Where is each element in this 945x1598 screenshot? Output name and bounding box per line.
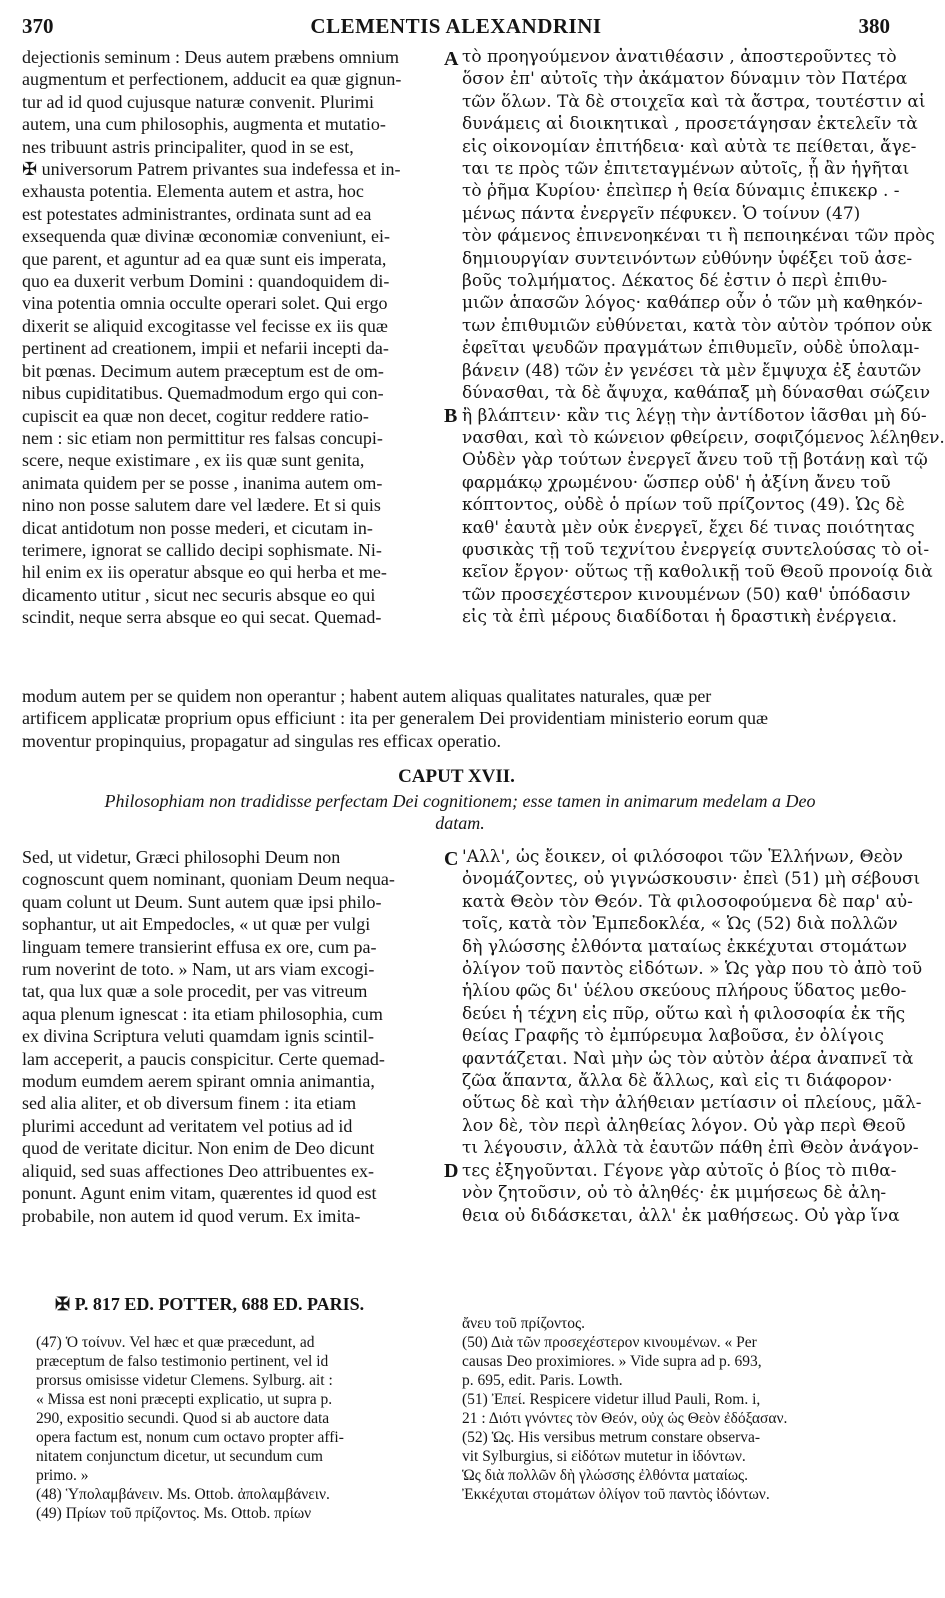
text-line: dixerit se aliquid excogitasse vel fecisse ex iis quæ	[22, 315, 388, 336]
text-line: quam colunt ut Deum. Sunt autem quæ ipsi philo-	[22, 891, 382, 912]
text-line: ἄνευ τοῦ πρίζοντος.	[462, 1315, 586, 1332]
text-line: tat, qua lux quæ a sole procedit, per vas vitreum	[22, 981, 368, 1002]
text-line: (50) Διὰ τῶν προσεχέστερον κινουμένων. « Per	[462, 1334, 757, 1351]
page-number-right: 380	[858, 14, 890, 38]
text-line: est potestates administrantes, ordinata sunt ad ea	[22, 203, 372, 224]
margin-letter-d: D	[444, 1160, 459, 1182]
text-line: τῶν προσεχέστερον κινουμένων (50) καθ' ὑπόδασιν	[462, 584, 911, 605]
text-line: nino non posse salutem dare vel lædere. Et si quis	[22, 495, 381, 516]
text-line: linguam temere transierint effusa ex ore, cum pa-	[22, 936, 377, 957]
text-line: tur ad id quod cujusque naturæ convenit. Plurimi	[22, 91, 374, 112]
text-line: καθ' ἑαυτὰ μὲν οὐκ ἐνεργεῖ, ἔχει δέ τινας ποιότητας	[462, 517, 915, 538]
text-line: κατὰ Θεὸν τὸν Θεόν. Τὰ φιλοσοφούμενα δὲ παρ' αὐ-	[462, 891, 913, 912]
bottom-greek-column	[462, 846, 923, 1227]
text-line: των ἐπιθυμιῶν εὐθύνεται, κατὰ τὸν αὐτὸν τρόπον οὐκ	[462, 315, 932, 336]
text-line: pertinent ad creationem, impii et nefarii incepti da-	[22, 338, 389, 359]
text-line: rum noverint de toto. » Nam, ut ars viam excogi-	[22, 959, 375, 980]
text-line: quod de veritate dicitur. Non enim de Deo dicunt	[22, 1138, 375, 1159]
text-line: bit pœnas. Decimum autem præceptum est de om-	[22, 360, 384, 381]
text-line: autem, una cum philosophis, augmenta et mutatio-	[22, 114, 386, 135]
text-line: Sed, ut videtur, Græci philosophi Deum non	[22, 847, 341, 867]
text-line: εἰς οἰκονομίαν ἐπιτήδεια· καὶ αὐτὰ τε πείθεται, ἄγε-	[462, 136, 917, 157]
chapter-subtitle-line-2: datam.	[435, 813, 485, 833]
text-line: Ὡς διὰ πολλῶν δὴ γλώσσης ἐλθόντα ματαίως.	[462, 1467, 749, 1484]
text-line: μένως πάντα ἐνεργεῖν πέφυκεν. Ὁ τοίνυν (47)	[462, 203, 861, 224]
text-line: νασθαι, καὶ τὸ κώνειον φθείρειν, σοφιζόμενος λέληθεν.	[462, 427, 945, 448]
text-line: ✠ universorum Patrem privantes sua indefessa et in-	[22, 159, 401, 180]
text-line: θείας Γραφῆς τὸ ἐμπύρευμα λαβοῦσα, ἐν ὀλίγοις	[462, 1026, 884, 1047]
text-line: animata quidem per se posse , inanima autem om-	[22, 472, 383, 493]
text-line: κεῖον ἔργον· οὕτως τῇ καθολικῇ τοῦ Θεοῦ προνοίᾳ διὰ	[462, 562, 933, 583]
text-line: τὸ προηγούμενον ἀνατιθέασιν , ἀποστεροῦντες τὸ	[462, 47, 897, 67]
text-line: τοῖς, κατὰ τὸν Ἐμπεδοκλέα, « Ὡς (52) διὰ πολλῶν	[462, 914, 898, 935]
text-line: θεια οὐ διδάσκεται, ἀλλ' ἐκ μαθήσεως. Οὐ γὰρ ἵνα	[462, 1205, 900, 1226]
text-line: οὕτως δὲ καὶ τὴν ἀλήθειαν μετίασιν οἱ πλείους, μᾶλ-	[462, 1093, 922, 1114]
text-line: sophantur, ut ait Empedocles, « ut quæ per vulgi	[22, 914, 371, 935]
text-line: augmentum et perfectionem, adducit ea quæ gignun-	[22, 69, 402, 90]
text-line: plurimi accedunt ad veritatem vel potius ad id	[22, 1115, 353, 1136]
text-line: ζῶα ἅπαντα, ἄλλα δὲ ἄλλως, καὶ εἰς τι διάφορον·	[462, 1071, 893, 1092]
footnotes-right	[462, 1314, 892, 1504]
text-line: p. 695, edit. Paris. Lowth.	[462, 1372, 623, 1389]
page-number-left: 370	[22, 14, 54, 38]
text-line: quo ea duxerit verbum Domini : quandoquidem di-	[22, 271, 390, 292]
text-line: modum autem per se quidem non operantur ; habent autem aliquas qualitates naturales, quæ per	[22, 686, 712, 706]
text-line: τες ἐξηγοῦνται. Γέγονε γὰρ αὐτοῖς ὁ βίος τὸ πιθα-	[462, 1160, 897, 1181]
text-line: modum eumdem aerem spirant omnia animantia,	[22, 1071, 375, 1092]
text-line: causas Deo proximiores. » Vide supra ad p. 693,	[462, 1353, 762, 1370]
text-line: κόπτοντος, οὐδὲ ὁ πρίων τοῦ πρίζοντος (49). Ὡς δὲ	[462, 495, 905, 516]
text-line: 'Αλλ', ὡς ἔοικεν, οἱ φιλόσοφοι τῶν Ἑλλήνων, Θεὸν	[462, 847, 903, 867]
top-greek-column	[462, 46, 945, 629]
margin-letter-c: C	[444, 848, 459, 870]
text-line: Ἐκκέχυται στομάτων ὀλίγον τοῦ παντὸς ἰδόντων.	[462, 1486, 770, 1503]
edition-reference: ✠ P. 817 ED. POTTER, 688 ED. PARIS.	[55, 1294, 365, 1314]
text-line: Οὐδὲν γὰρ τούτων ἐνεργεῖ ἄνευ τοῦ τῇ βοτάνῃ καὶ τῷ	[462, 450, 928, 471]
chapter-subtitle	[40, 790, 880, 834]
text-line: hil enim ex iis operatur absque eo qui herba et me-	[22, 562, 387, 583]
text-line: φαρμάκῳ χρωμένου· ὥσπερ οὐδ' ἡ ἀξίνη ἄνευ τοῦ	[462, 472, 891, 493]
text-line: aliquid, sed suas affectiones Deo attribuentes ex-	[22, 1160, 375, 1181]
text-line: δημιουργίαν συντεινόντων εὐθύνην ὑφέξει τοῦ ἀσε-	[462, 248, 913, 269]
bottom-latin-column	[22, 846, 440, 1227]
text-line: exsequenda quæ divinæ œconomiæ conveniunt, ei-	[22, 226, 390, 247]
text-line: nitatem conjunctum dicetur, ut secundum cum	[36, 1448, 323, 1465]
text-line: aqua plenum ignescat : ita etiam philosophia, cum	[22, 1003, 383, 1024]
text-line: cognoscunt quem nominant, quoniam Deum nequa-	[22, 869, 395, 890]
text-line: ἢ βλάπτειν· κἂν τις λέγῃ τὴν ἀντίδοτον ἰᾶσθαι μὴ δύ-	[462, 405, 927, 426]
text-line: τι λέγουσιν, ἀλλὰ τὰ ἑαυτῶν πάθη ἐπὶ Θεὸν ἀνάγον-	[462, 1138, 919, 1159]
text-line: τῶν ὅλων. Τὰ δὲ στοιχεῖα καὶ τὰ ἄστρα, τουτέστιν αἱ	[462, 91, 926, 112]
text-line: que parent, et aguntur ad ea quæ sunt eis imperata,	[22, 248, 387, 269]
text-line: 21 : Διότι γνόντες τὸν Θεόν, οὐχ ὡς Θεὸν ἐδόξασαν.	[462, 1410, 788, 1427]
text-line: nes tribuunt astris principaliter, quod in se est,	[22, 136, 354, 157]
text-line: cupiscit ea quæ non decet, cogitur reddere ratio-	[22, 405, 369, 426]
text-line: ὅσον ἐπ' αὐτοῖς τὴν ἀκάματον δύναμιν τὸν Πατέρα	[462, 69, 908, 90]
text-line: ἐφεῖται ψευδῶν πραγμάτων ἐπιθυμεῖν, οὐδὲ ὑπολαμ-	[462, 338, 920, 359]
text-line: « Missa est noni præcepti explicatio, ut supra p.	[36, 1391, 333, 1408]
text-line: (52) Ὡς. His versibus metrum constare observa-	[462, 1429, 761, 1446]
running-head-title: CLEMENTIS ALEXANDRINI	[310, 14, 602, 38]
chapter-subtitle-line-1: Philosophiam non tradidisse perfectam Dei cognitionem; esse tamen in animarum medelam a Deo	[104, 791, 816, 811]
text-line: artificem applicatæ proprium opus efficiunt : ita per generalem Dei providentiam ministerio eorum quæ	[22, 708, 768, 729]
text-line: ὀνομάζοντες, οὐ γιγνώσκουσιν· ἐπεὶ (51) μὴ σέβουσι	[462, 869, 921, 890]
text-line: terimere, ignorat se callido decipi sophismate. Ni-	[22, 539, 382, 560]
text-line: nem : sic etiam non permittitur res falsas concupi-	[22, 427, 383, 448]
text-line: μιῶν ἁπασῶν λόγος· καθάπερ οὖν ὁ τῶν μὴ καθηκόν-	[462, 293, 923, 314]
text-line: dicat antidotum non posse mederi, et cicutam in-	[22, 517, 373, 538]
text-line: moventur propinquius, propagatur ad singulas res efficax operatio.	[22, 730, 502, 751]
text-line: 290, expositio secundi. Quod si ab auctore data	[36, 1410, 330, 1427]
text-line: νὸν ζητοῦσιν, οὐ τὸ ἀληθές· ἐκ μιμήσεως δὲ ἀλη-	[462, 1183, 887, 1204]
text-line: sed alia aliter, et ob diversum finem : ita etiam	[22, 1093, 357, 1114]
text-line: dicamento utitur , sicut nec securis absque eo qui	[22, 584, 376, 605]
text-line: præceptum de falso testimonio pertinent, vel id	[36, 1353, 329, 1370]
text-line: vina potentia omnia occulte operari solet. Qui ergo	[22, 293, 388, 314]
text-line: ponunt. Agunt enim vitam, quærentes id quod est	[22, 1183, 377, 1204]
text-line: (51) Ἐπεί. Respicere videtur illud Pauli, Rom. i,	[462, 1391, 761, 1408]
text-line: ται τε πρὸς τῶν ἐπιτεταγμένων αὐτοῖς, ᾗ ἂν ἡγῆται	[462, 159, 910, 180]
footnotes-left	[36, 1333, 446, 1523]
text-line: dejectionis seminum : Deus autem præbens omnium	[22, 47, 399, 67]
text-line: ex divina Scriptura veluti quamdam ignis scintil-	[22, 1026, 374, 1047]
margin-letter-b: B	[444, 405, 458, 427]
text-line: φυσικὰς τῇ τοῦ τεχνίτου ἐνεργείᾳ συντελούσας τὸ οἰ-	[462, 539, 930, 560]
text-line: vit Sylburgius, si εἰδότων mutetur in ἰδόντων.	[462, 1448, 746, 1465]
text-line: βοῦς τολμήματος. Δέκατος δέ ἐστιν ὁ περὶ ἐπιθυ-	[462, 271, 888, 292]
text-line: δυνάμεις αἱ διοικητικαὶ , προσετάγησαν ἐκτελεῖν τὰ	[462, 114, 918, 135]
text-line: scindit, neque serra absque eo qui secat. Quemad-	[22, 607, 382, 628]
top-latin-column	[22, 46, 440, 629]
text-line: nibus cupiditatibus. Quemadmodum ergo qui con-	[22, 383, 384, 404]
text-line: ἡλίου φῶς δι' ὑέλου σκεύους πλήρους ὕδατος μεθο-	[462, 981, 907, 1002]
text-line: τὸ ῥῆμα Κυρίου· ἐπεὶπερ ἡ θεία δύναμις ἐπικεκρ . -	[462, 181, 900, 202]
text-line: λον δὲ, τὸν περὶ ἀληθείας λόγον. Οὐ γὰρ περὶ Θεοῦ	[462, 1115, 906, 1136]
text-line: (47) Ὁ τοίνυν. Vel hæc et quæ præcedunt, ad	[36, 1334, 315, 1351]
text-line: probabile, non autem id quod verum. Ex imita-	[22, 1205, 361, 1226]
text-line: primo. »	[36, 1467, 89, 1484]
text-line: exhausta potentia. Elementa autem et astra, hoc	[22, 181, 364, 202]
text-line: ὀλίγον τοῦ παντὸς εἰδότων. » Ὡς γὰρ που τὸ ἀπὸ τοῦ	[462, 959, 923, 980]
text-line: δύνασθαι, τὰ δὲ ἄψυχα, καθάπαξ μὴ δύνασθαι σώζειν	[462, 383, 931, 404]
margin-letter-a: A	[444, 48, 459, 70]
text-line: εἰς τὰ ἐπὶ μέρους διαδίδοται ἡ δραστικὴ ἐνέργεια.	[462, 607, 898, 628]
latin-full-width-continuation	[22, 685, 890, 752]
text-line: δεύει ἡ τέχνη εἰς πῦρ, οὕτω καὶ ἡ φιλοσοφία ἐκ τῆς	[462, 1003, 906, 1024]
text-line: (49) Πρίων τοῦ πρίζοντος. Ms. Ottob. πρίων	[36, 1505, 312, 1522]
chapter-title: CAPUT XVII.	[398, 766, 515, 787]
text-line: scere, neque existimare , ex iis quæ sunt genita,	[22, 450, 365, 471]
text-line: prorsus omisisse videtur Clemens. Sylburg. ait :	[36, 1372, 333, 1389]
text-line: opera factum est, nonum cum octavo propter affi-	[36, 1429, 344, 1446]
text-line: δὴ γλώσσης ἐλθόντα ματαίως ἐκκέχυται στομάτων	[462, 936, 907, 957]
text-line: τὸν φάμενος ἐπινενοηκέναι τι ἢ πεποιηκέναι τῶν πρὸς	[462, 226, 935, 247]
text-line: (48) Ὑπολαμβάνειν. Ms. Ottob. ἀπολαμβάνειν.	[36, 1486, 330, 1503]
running-header	[22, 14, 890, 42]
text-line: φαντάζεται. Ναὶ μὴν ὡς τὸν αὐτὸν ἀέρα ἀναπνεῖ τὰ	[462, 1048, 914, 1069]
text-line: βάνειν (48) τῶν ἐν γενέσει τὰ μὲν ἔμψυχα ἐξ ἑαυτῶν	[462, 360, 922, 381]
text-line: lam acceperit, a paucis conspicitur. Certe quemad-	[22, 1048, 385, 1069]
